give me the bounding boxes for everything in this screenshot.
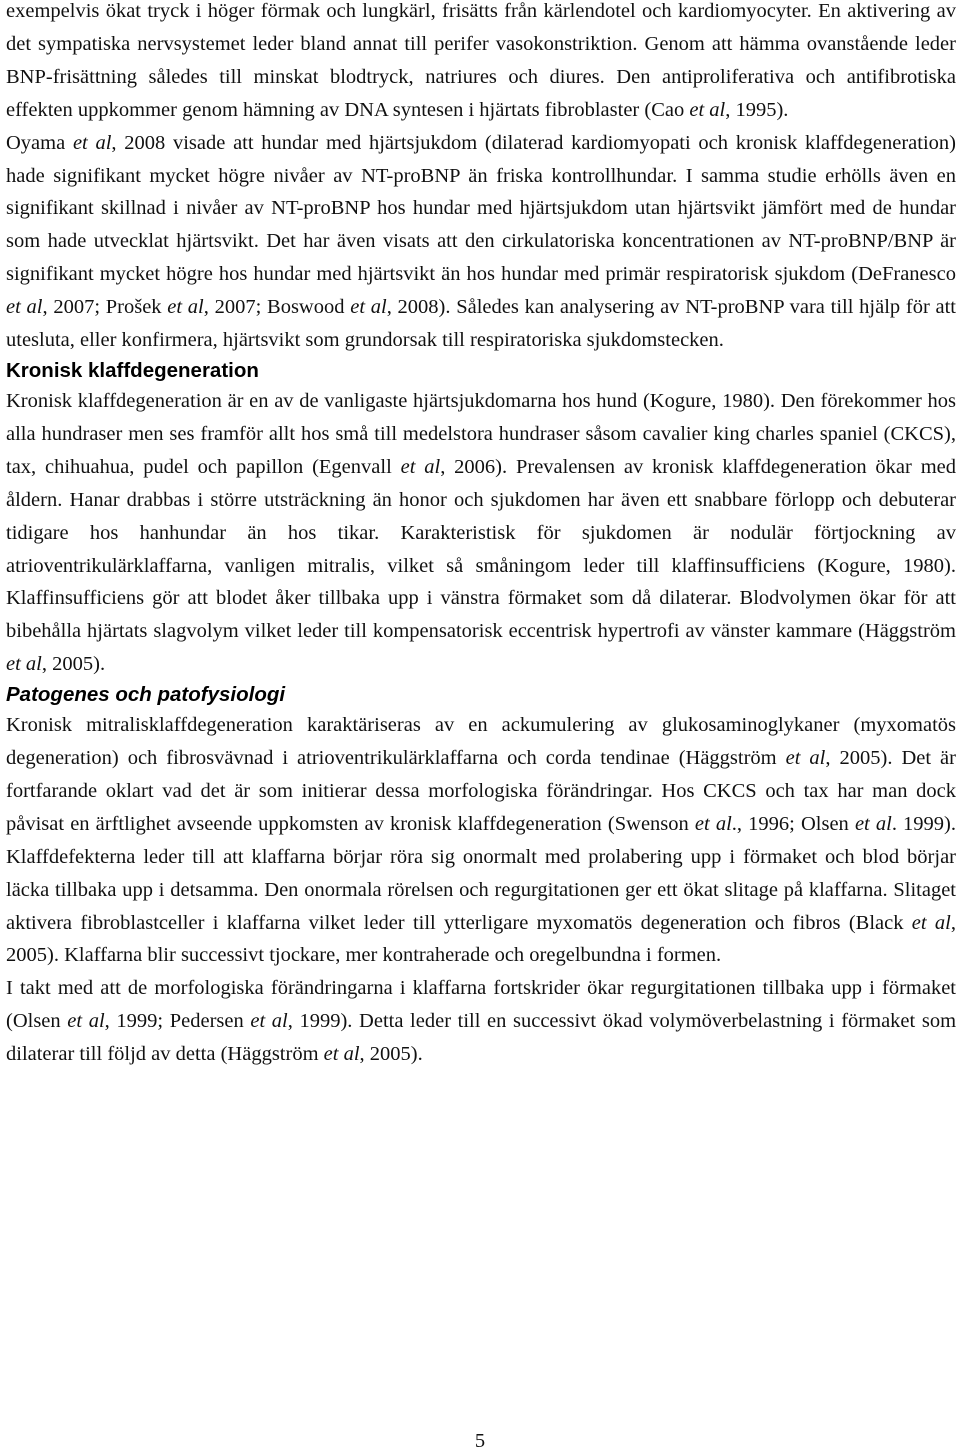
section-heading-patogenes-text: Patogenes och patofysiologi [6,683,286,707]
paragraph-kronisk-klaffdegeneration: Kronisk klaffdegeneration är en av de vanligaste hjärtsjukdomarna hos hund (Kogure, 1980). Den förekommer hos alla hundraser men ses framför allt hos små till medelstora hundraser såsom cavalier king charles spaniel (CKCS), tax, chihuahua, pudel och papillon (Egenvall et al, 2006). Prevalensen av kronisk klaffdegeneration ökar med åldern. Hanar drabbas i större utsträckning än honor och sjukdomen har även ett snabbare förlopp och debuterar tidigare hos hanhundar än hos tikar. Karakteristisk för sjukdomen är nodulär förtjockning av atrioventrikulärklaffarna, vanligen mitralis, vilket så småningom leder till klaffinsufficiens (Kogure, 1980). Klaffinsufficiens gör att blodet åker tillbaka upp i vänstra förmaket som då dilaterar. Blodvolymen ökar för att bibehålla hjärtats slagvolym vilket leder till kompensatorisk eccentrisk hypertrofi av vänster kammare (Häggström et al, 2005). [6,389,956,676]
paragraph-nt-probnp-study: Oyama et al, 2008 visade att hundar med hjärtsjukdom (dilaterad kardiomyopati och kronisk klaffdegeneration) hade signifikant mycket högre nivåer av NT-proBNP än friska kontrollhundar. I samma studie erhölls även en signifikant skillnad i nivåer av NT-proBNP hos hundar med hjärtsjukdom utan hjärtsvikt jämfört med de hundar som hade utvecklat hjärtsvikt. Det har även visats att den cirkulatoriska koncentrationen av NT-proBNP/BNP är signifikant mycket högre hos hundar med hjärtsvikt än hos hundar med primär respiratorisk sjukdom (DeFranesco et al, 2007; Prošek et al, 2007; Boswood et al, 2008). Således kan analysering av NT-proBNP vara till hjälp för att utesluta, eller konfirmera, hjärtsvikt som grundorsak till respiratoriska sjukdomstecken. [6,131,956,352]
paragraph-bnp-effects: exempelvis ökat tryck i höger förmak och lungkärl, frisätts från kärlendotel och kardiomyocyter. En aktivering av det sympatiska nervsystemet leder bland annat till perifer vasokonstriktion. Genom att hämma ovanstående leder BNP-frisättning således till minskat blodtryck, natriures och diures. Den antiproliferativa och antifibrotiska effekten uppkommer genom hämning av DNA syntesen i hjärtats fibroblaster (Cao et al, 1995). [6,0,956,121]
paragraph-regurgitation: I takt med att de morfologiska förändringarna i klaffarna fortskrider ökar regurgitationen tillbaka upp i förmaket (Olsen et al, 1999; Pedersen et al, 1999). Detta leder till en successivt ökad volymöverbelastning i förmaket som dilaterar till följd av detta (Häggström et al, 2005). [6,977,957,1066]
document-page [6,0,956,1071]
section-heading-patogenes [6,681,956,709]
page-number: 5 [474,1430,486,1452]
section-heading-kronisk-klaffdegeneration: Kronisk klaffdegeneration [6,358,259,382]
paragraph-patogenes: Kronisk mitralisklaffdegeneration karaktäriseras av en ackumulering av glukosaminoglykaner (myxomatös degeneration) och fibrosvävnad i atrioventrikulärklaffarna och corda tendinae (Häggström et al, 2005). Det är fortfarande oklart vad det är som initierar dessa morfologiska förändringar. Hos CKCS och tax har man dock påvisat en ärftlighet avseende uppkomsten av kronisk klaffdegeneration (Swenson et al., 1996; Olsen et al. 1999). Klaffdefekterna leder till att klaffarna börjar röra sig onormalt med prolabering upp i förmaket och blod börjar läcka tillbaka upp i detsamma. Den onormala rörelsen och regurgitationen ger ett ökat slitage på klaffarna. Slitaget aktivera fibroblastceller i klaffarna vilket leder till ytterligare myxomatös degeneration och fibros (Black et al, 2005). Klaffarna blir successivt tjockare, mer kontraherade och oregelbundna i formen. [6,714,957,967]
